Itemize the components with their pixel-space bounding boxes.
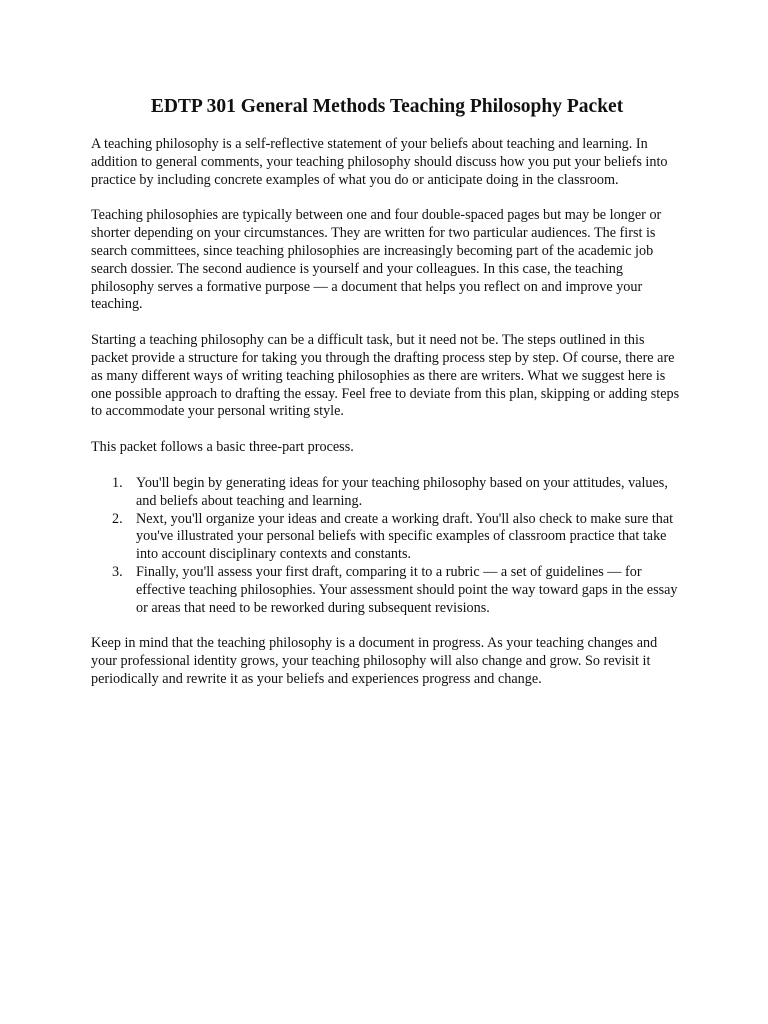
process-steps-list [91,475,683,617]
approach-paragraph: Starting a teaching philosophy can be a difficult task, but it need not be. The steps outlined in this packet provide a structure for taking you through the drafting process step by step. Of course, there are as many different ways of writing teaching philosophies as there are writers. What we suggest here is one possible approach to drafting the essay. Feel free to deviate from this plan, skipping or adding steps to accommodate your personal writing style. [91,332,680,420]
intro-paragraph: A teaching philosophy is a self-reflective statement of your beliefs about teaching and learning. In addition to general comments, your teaching philosophy should discuss how you put your beliefs into practice by including concrete examples of what you do or anticipate doing in the classroom. [91,136,668,188]
audience-paragraph: Teaching philosophies are typically between one and four double-spaced pages but may be longer or shorter depending on your circumstances. They are written for two particular audiences. The first is search committees, since teaching philosophies are increasingly becoming part of the academic job search dossier. The second audience is yourself and your colleagues. In this case, the teaching philosophy serves a formative purpose — a document that helps you reflect on and improve your teaching. [91,207,662,313]
list-item-text: Finally, you'll assess your first draft, comparing it to a rubric — a set of guidelines — for effective teaching philosophies. Your assessment should point the way toward gaps in the essay or areas that need to be reworked during subsequent revisions. [136,563,678,616]
list-item-number: 1. [112,474,123,491]
document-page [91,96,683,707]
process-intro-paragraph: This packet follows a basic three-part process. [91,439,354,456]
list-item [91,511,683,564]
list-item-text: You'll begin by generating ideas for your teaching philosophy based on your attitudes, values, and beliefs about teaching and learning. [136,474,668,509]
list-item-text: Next, you'll organize your ideas and create a working draft. You'll also check to make sure that you've illustrated your personal beliefs with specific examples of classroom practice that take into account disciplinary contexts and constants. [136,510,674,563]
list-item-number: 2. [112,510,123,527]
list-item [91,564,683,617]
list-item [91,475,683,511]
closing-paragraph: Keep in mind that the teaching philosophy is a document in progress. As your teaching changes and your professional identity grows, your teaching philosophy will also change and grow. So revisit it periodically and rewrite it as your beliefs and experiences progress and change. [91,635,658,687]
document-title: EDTP 301 General Methods Teaching Philosophy Packet [150,96,624,117]
list-item-number: 3. [112,563,123,580]
